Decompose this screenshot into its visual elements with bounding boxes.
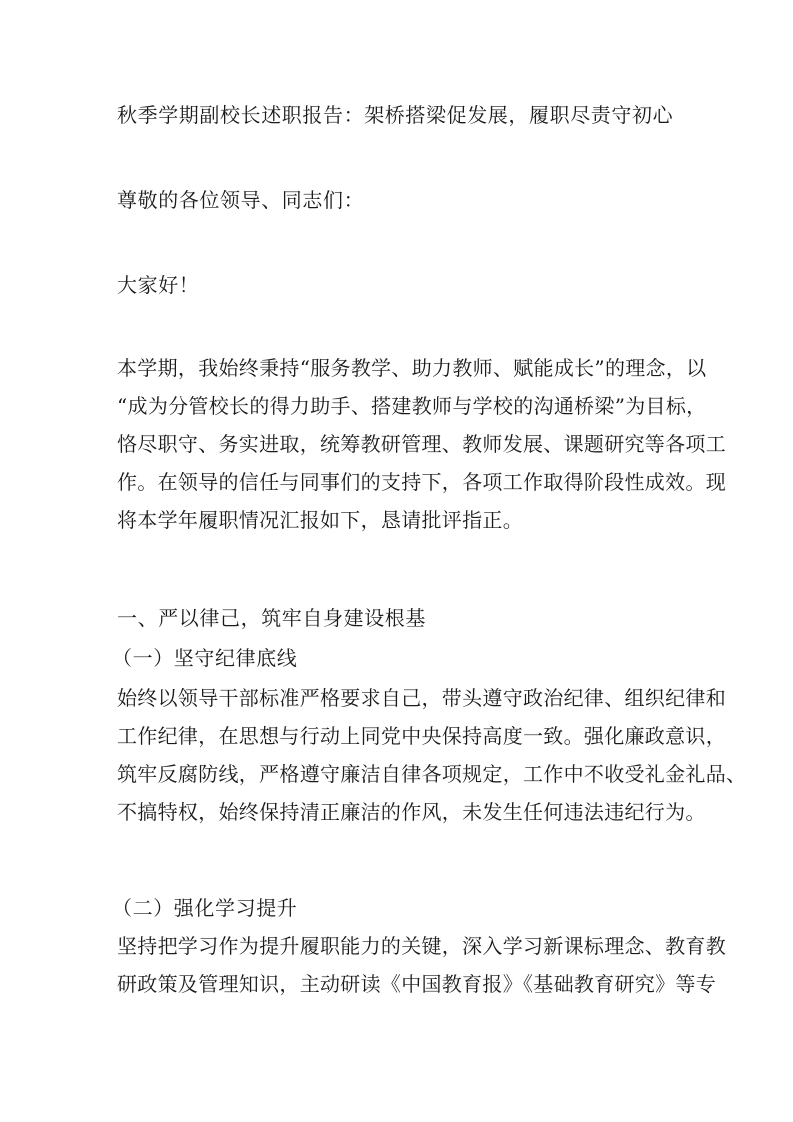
subsection-paragraph <box>117 927 726 1003</box>
section-heading: 一、严以律己，筑牢自身建设根基 <box>117 606 426 630</box>
paragraph-line: 始终以领导干部标准严格要求自己，带头遵守政治纪律、组织纪律和 <box>117 686 726 710</box>
paragraph-line: “成为分管校长的得力助手、搭建教师与学校的沟通桥梁”为目标， <box>117 394 707 418</box>
paragraph-line: 作。在领导的信任与同事们的支持下，各项工作取得阶段性成效。现 <box>117 470 726 494</box>
paragraph-line: 坚持把学习作为提升履职能力的关键，深入学习新课标理念、教育教 <box>117 934 726 958</box>
document-title: 秋季学期副校长述职报告：架桥搭梁促发展，履职尽责守初心 <box>117 103 674 127</box>
paragraph-line: 不搞特权，始终保持清正廉洁的作风，未发生任何违法违纪行为。 <box>117 800 706 824</box>
intro-paragraph <box>117 349 726 539</box>
paragraph-line: 本学期，我始终秉持“服务教学、助力教师、赋能成长”的理念，以 <box>117 356 707 380</box>
salutation: 尊敬的各位领导、同志们： <box>117 188 365 212</box>
paragraph-line: 恪尽职守、务实进取，统筹教研管理、教师发展、课题研究等各项工 <box>117 432 726 456</box>
subsection-paragraph <box>117 679 747 831</box>
subsection-heading: （一）坚守纪律底线 <box>112 646 298 670</box>
paragraph-line: 研政策及管理知识，主动研读《中国教育报》《基础教育研究》等专 <box>117 972 716 996</box>
subsection-heading: （二）强化学习提升 <box>112 896 298 920</box>
greeting: 大家好！ <box>117 273 200 297</box>
paragraph-line: 将本学年履职情况汇报如下，恳请批评指正。 <box>117 508 523 532</box>
paragraph-line: 筑牢反腐防线，严格遵守廉洁自律各项规定，工作中不收受礼金礼品、 <box>117 762 747 786</box>
paragraph-line: 工作纪律，在思想与行动上同党中央保持高度一致。强化廉政意识， <box>117 724 726 748</box>
